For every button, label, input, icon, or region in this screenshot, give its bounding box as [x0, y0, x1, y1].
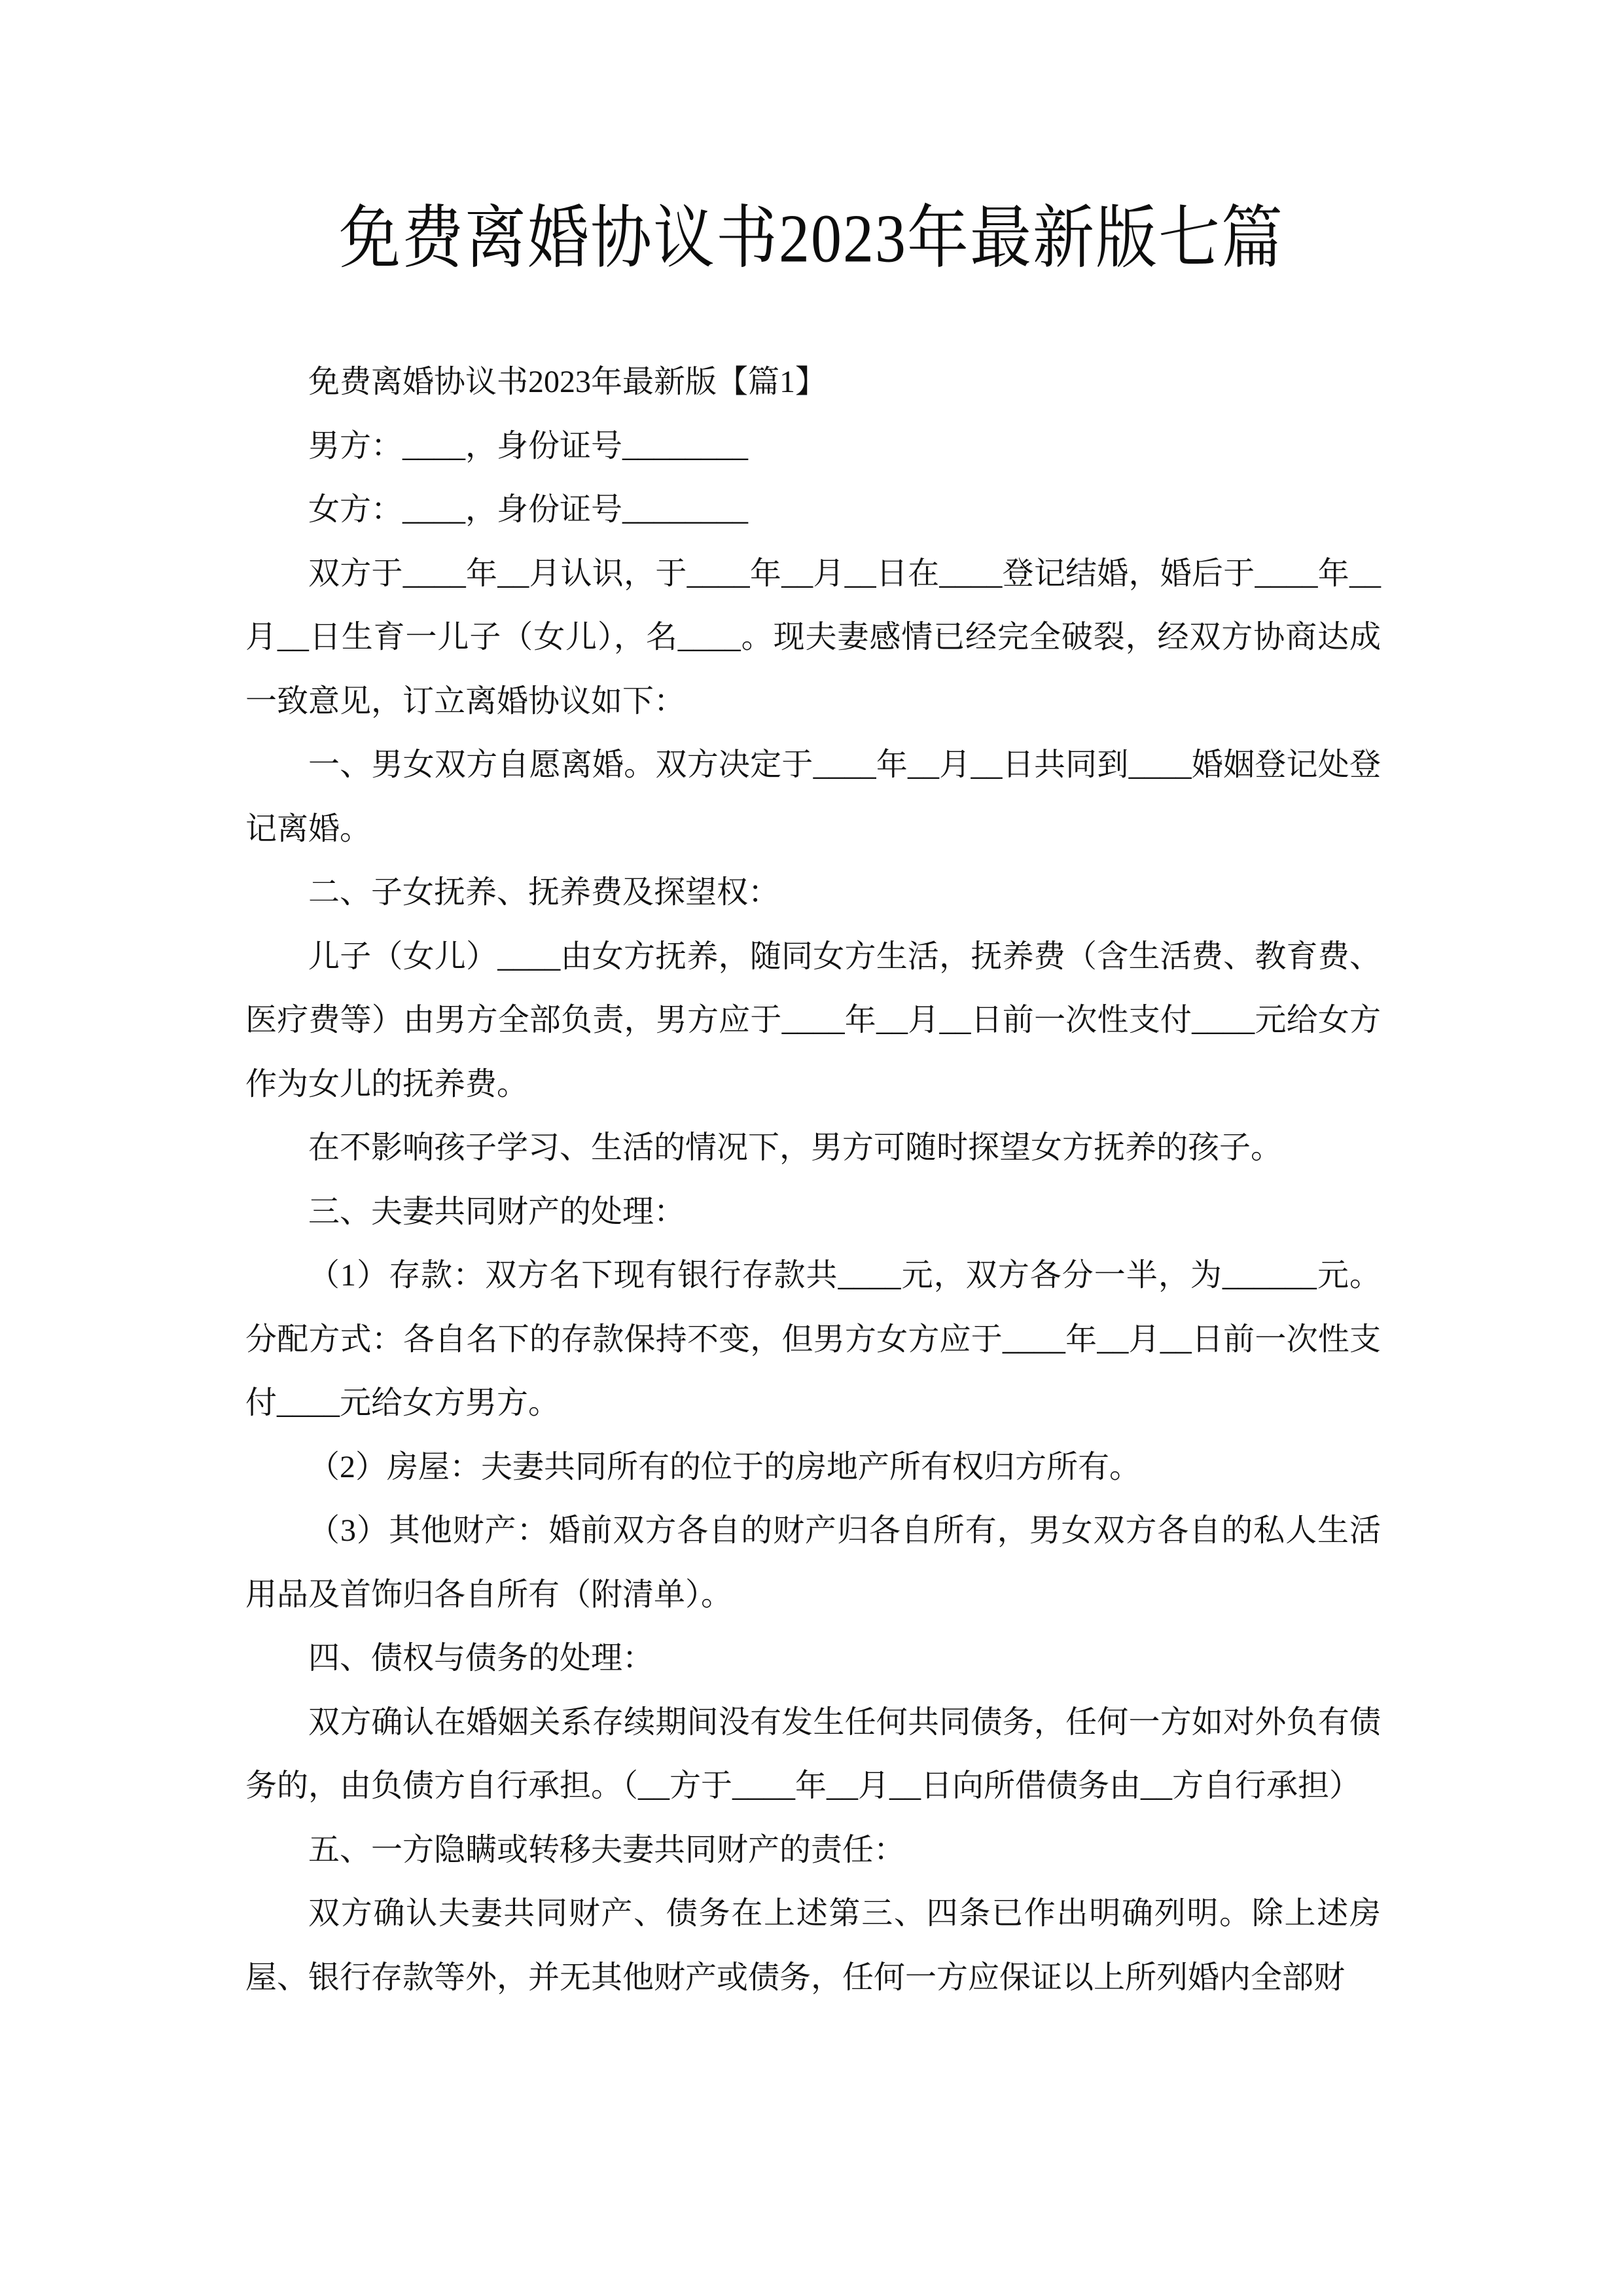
- property-house-paragraph: （2）房屋：夫妻共同所有的位于的房地产所有权归方所有。: [308, 1449, 1141, 1484]
- concealment-paragraph: 双方确认夫妻共同财产、债务在上述第三、四条已作出明确列明。除上述房屋、银行存款等外，并无其他财产或债务，任何一方应保证以上所列婚内全部财: [245, 1896, 1381, 1995]
- visitation-paragraph: 在不影响孩子学习、生活的情况下，男方可随时探望女方抚养的孩子。: [308, 1130, 1283, 1165]
- property-other-paragraph: （3）其他财产：婚前双方各自的财产归各自所有，男女双方各自的私人生活用品及首饰归各自所有（附清单）。: [245, 1513, 1381, 1612]
- property-savings-paragraph: （1）存款：双方名下现有银行存款共____元，双方各分一半，为______元。分配方式：各自名下的存款保持不变，但男方女方应于____年__月__日前一次性支付____元给女方男方。: [245, 1258, 1381, 1420]
- husband-info-line: 男方：____，身份证号________: [308, 428, 749, 463]
- section-heading-part-1: 免费离婚协议书2023年最新版【篇1】: [308, 365, 827, 399]
- clause-2-heading-child-custody: 二、子女抚养、抚养费及探望权：: [308, 875, 780, 910]
- child-custody-paragraph: 儿子（女儿）____由女方抚养，随同女方生活，抚养费（含生活费、教育费、医疗费等）由男方全部负责，男方应于____年__月__日前一次性支付____元给女方作为女儿的抚养费。: [245, 939, 1381, 1102]
- debts-paragraph: 双方确认在婚姻关系存续期间没有发生任何共同债务，任何一方如对外负有债务的，由负债方自行承担。（__方于____年__月__日向所借债务由__方自行承担）: [245, 1704, 1381, 1803]
- clause-5-heading-concealment: 五、一方隐瞒或转移夫妻共同财产的责任：: [308, 1832, 906, 1867]
- marriage-background-paragraph: 双方于____年__月认识，于____年__月__日在____登记结婚，婚后于____年__月__日生育一儿子（女儿），名____。现夫妻感情已经完全破裂，经双方协商达成一致意见，订立离婚协议如下：: [245, 556, 1381, 719]
- clause-4-heading-debts: 四、债权与债务的处理：: [308, 1641, 654, 1676]
- wife-info-line: 女方：____，身份证号________: [308, 492, 749, 527]
- clause-1-voluntary-divorce: 一、男女双方自愿离婚。双方决定于____年__月__日共同到____婚姻登记处登记离婚。: [245, 747, 1381, 846]
- clause-3-heading-property: 三、夫妻共同财产的处理：: [308, 1194, 686, 1229]
- document-title: 免费离婚协议书2023年最新版七篇: [338, 200, 1284, 278]
- document-body: [245, 350, 1381, 2009]
